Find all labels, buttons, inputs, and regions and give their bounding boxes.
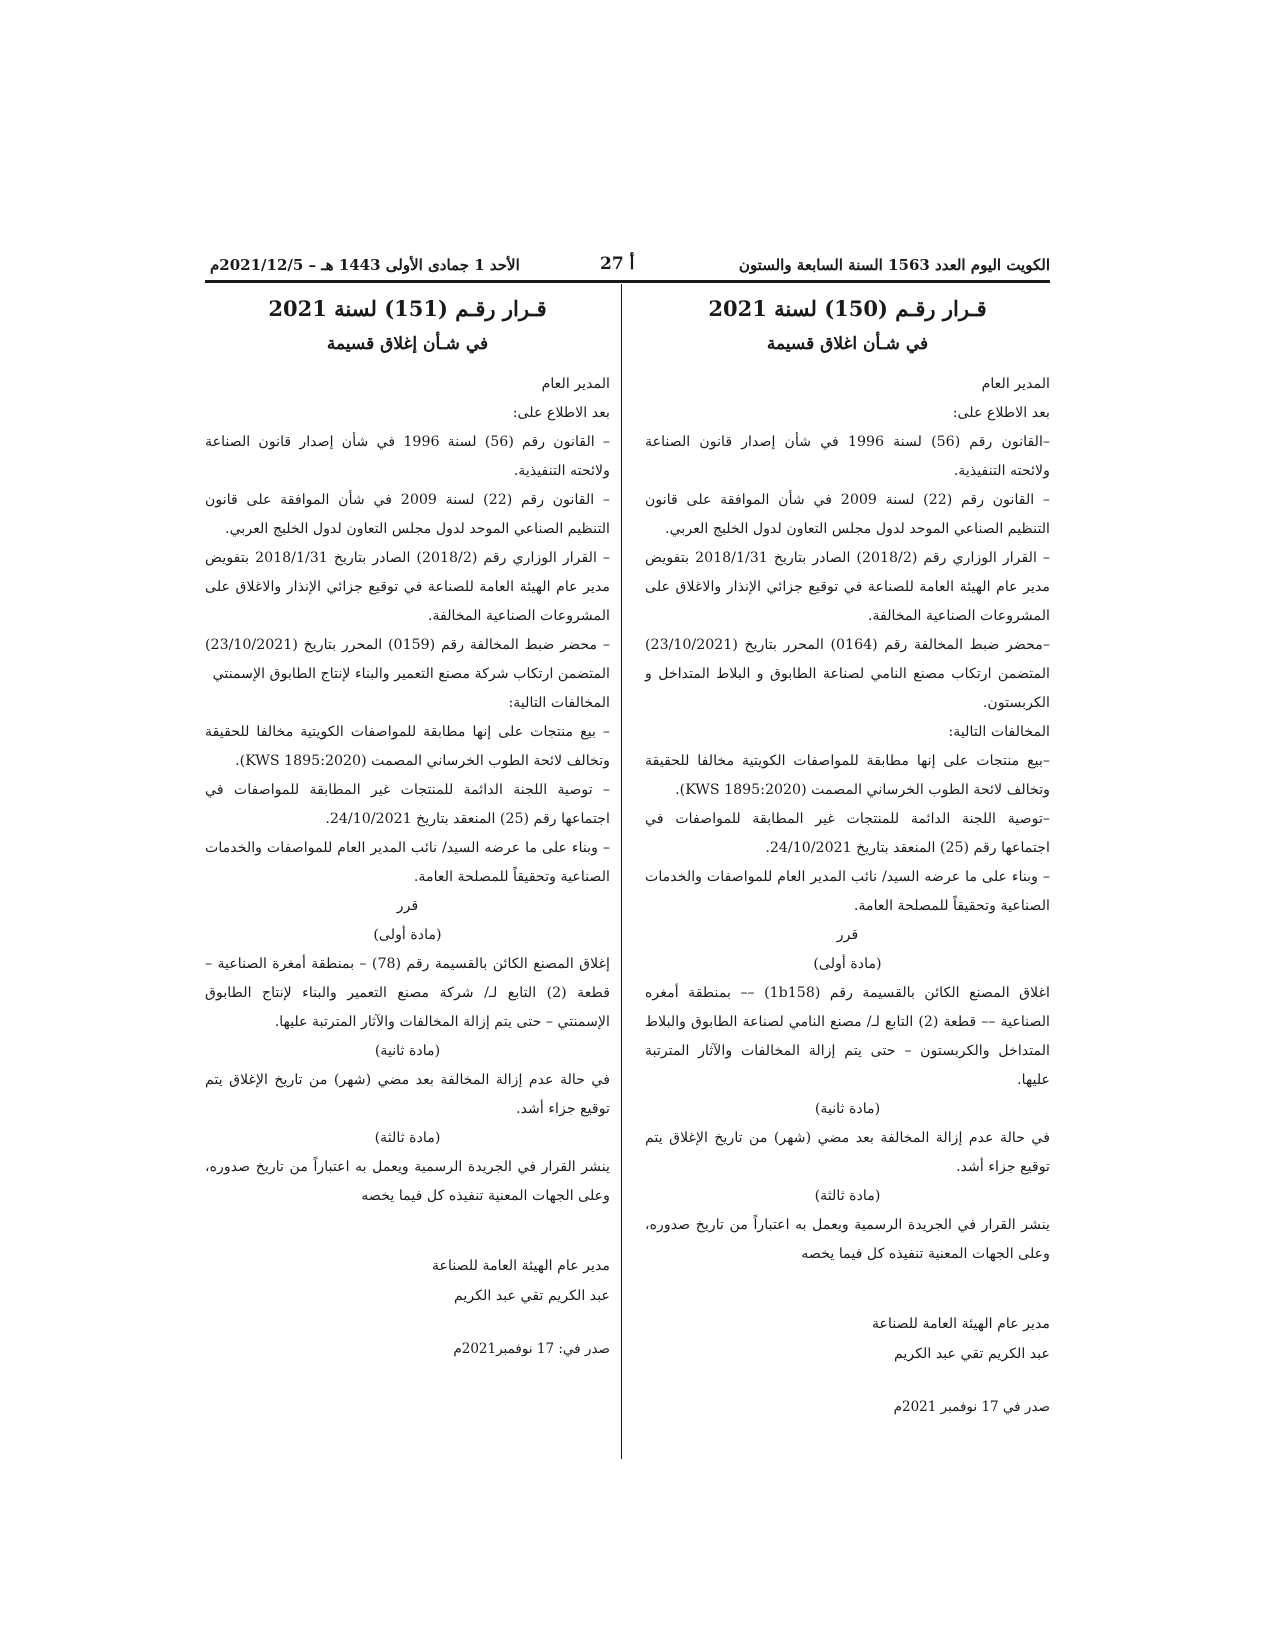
decision-150-column [645,290,1050,1415]
decision-151-article-2-title: (مادة ثانية) [374,1043,441,1059]
decision-151-column [205,290,610,1357]
decision-151-violation-sale: – بيع منتجات على إنها مطابقة للمواصفات الكويتية مخالفا للحقيقة وتخالف لائحة الطوب الخرساني المصمت (KWS 1895:2020). [205,724,610,769]
page-number: أ 27 [600,254,635,274]
decision-150-article-1: اغلاق المصنع الكائن بالقسيمة رقم (1b158) –– بمنطقة أمغره الصناعية –– قطعة (2) التابع لـ/ مصنع النامي لصناعة الطابوق والبلاط المتداخل والكربستون – حتى يتم إزالة المخالفات والآثار المترتبة عليها. [645,985,1050,1088]
decision-151-issued-date: صدر في: 17 نوفمبر2021م [453,1341,610,1357]
decision-150-issued-date: صدر في 17 نوفمبر 2021م [893,1399,1050,1415]
decision-150-article-3: ينشر القرار في الجريدة الرسمية ويعمل به اعتباراً من تاريخ صدوره، وعلى الجهات المعنية تنفيذه كل فيما يخصه [645,1217,1050,1262]
decision-150-article-1-title: (مادة أولى) [813,956,882,972]
decision-151-article-2: في حالة عدم إزالة المخالفة بعد مضي (شهر) من تاريخ الإغلاق يتم توقيع جزاء أشد. [205,1072,610,1117]
decision-151-clause-committee: – توصية اللجنة الدائمة للمنتجات غير المطابقة للمواصفات في اجتماعها رقم (25) المنعقد بتاريخ 24/10/2021. [205,782,610,827]
page-header [205,250,1050,283]
decision-150-title: قـرار رقـم (150) لسنة 2021 [708,296,987,321]
decision-151-article-1: إغلاق المصنع الكائن بالقسيمة رقم (78) – بمنطقة أمغرة الصناعية – قطعة (2) التابع لـ/ شركة مصنع التعمير والبناء لإنتاج الطابوق الإسمنتي – حتى يتم إزالة المخالفات والآثار المترتبة عليها. [205,956,610,1030]
decision-150-preamble: بعد الاطلاع على: [952,405,1050,421]
decision-150-clause-committee: –توصية اللجنة الدائمة للمنتجات غير المطابقة للمواصفات في اجتماعها رقم (25) المنعقد بتاريخ 24/10/2021. [645,811,1050,856]
decision-150-article-2-title: (مادة ثانية) [814,1101,881,1117]
decision-150-article-3-title: (مادة ثالثة) [814,1188,881,1204]
decision-150-subtitle: في شـأن اغلاق قسيمة [766,334,929,354]
decision-151-director: المدير العام [541,376,610,392]
gazette-issue-label: الكويت اليوم العدد 1563 السنة السابعة والستون [738,256,1050,274]
decision-150-clause-deputy: – وبناء على ما عرضه السيد/ نائب المدير العام للمواصفات والخدمات الصناعية وتحقيقاً للمصلحة العامة. [645,869,1050,914]
decision-151-decided: قرر [396,898,419,914]
decision-151-title: قـرار رقـم (151) لسنة 2021 [268,296,547,321]
decision-150-clause-law-56: –القانون رقم (56) لسنة 1996 في شأن إصدار قانون الصناعة ولائحته التنفيذية. [645,434,1051,479]
decision-151-clause-deputy: – وبناء على ما عرضه السيد/ نائب المدير العام للمواصفات والخدمات الصناعية وتحقيقاً للمصلحة العامة. [205,840,610,885]
decision-151-clause-law-22: – القانون رقم (22) لسنة 2009 في شأن الموافقة على قانون التنظيم الصناعي الموحد لدول مجلس التعاون لدول الخليج العربي. [205,492,611,537]
decision-150-signatory-title: مدير عام الهيئة العامة للصناعة [871,1316,1050,1332]
decision-151-article-3: ينشر القرار في الجريدة الرسمية ويعمل به اعتباراً من تاريخ صدوره، وعلى الجهات المعنية تنفيذه كل فيما يخصه [205,1159,610,1204]
decision-151-article-1-title: (مادة أولى) [373,927,442,943]
decision-151-article-3-title: (مادة ثالثة) [374,1130,441,1146]
gazette-page [205,250,1051,1415]
decision-150-director: المدير العام [981,376,1050,392]
decision-150-decided: قرر [836,927,859,943]
decision-151-clause-ministerial: – القرار الوزاري رقم (2018/2) الصادر بتاريخ 2018/1/31 بتفويض مدير عام الهيئة العامة للصناعة في توقيع جزائي الإنذار والاغلاق على المشروعات الصناعية المخالفة. [205,550,611,624]
decision-150-article-2: في حالة عدم إزالة المخالفة بعد مضي (شهر) من تاريخ الإغلاق يتم توقيع جزاء أشد. [645,1130,1050,1175]
decision-151-signatory-title: مدير عام الهيئة العامة للصناعة [431,1258,610,1274]
column-divider [621,284,622,1459]
decision-151-preamble: بعد الاطلاع على: [512,405,610,421]
decision-150-clause-law-22: – القانون رقم (22) لسنة 2009 في شأن الموافقة على قانون التنظيم الصناعي الموحد لدول مجلس التعاون لدول الخليج العربي. [645,492,1051,537]
issue-date: الأحد 1 جمادى الأولى 1443 هـ – 2021/12/5م [210,256,520,274]
decision-150-signatory-name: عبد الكريم تقي عبد الكريم [893,1346,1050,1362]
decision-150-violation-sale: –بيع منتجات على إنها مطابقة للمواصفات الكويتية مخالفا للحقيقة وتخالف لائحة الطوب الخرساني المصمت (KWS 1895:2020). [645,753,1050,798]
decision-151-subtitle: في شـأن إغلاق قسيمة [326,334,489,354]
decision-151-clause-report: – محضر ضبط المخالفة رقم (0159) المحرر بتاريخ (23/10/2021) المتضمن ارتكاب شركة مصنع التعمير والبناء لإنتاج الطابوق الإسمنتي [205,637,610,682]
decision-151-signatory-name: عبد الكريم تقي عبد الكريم [453,1288,610,1304]
decision-150-violations-heading: المخالفات التالية: [948,724,1050,740]
decision-150-clause-report: –محضر ضبط المخالفة رقم (0164) المحرر بتاريخ (23/10/2021) المتضمن ارتكاب مصنع النامي لصناعة الطابوق و البلاط المتداخل و الكربستون. [645,637,1050,711]
decision-151-violations-heading: المخالفات التالية: [508,695,610,711]
decision-150-clause-ministerial: – القرار الوزاري رقم (2018/2) الصادر بتاريخ 2018/1/31 بتفويض مدير عام الهيئة العامة للصناعة في توقيع جزائي الإنذار والاغلاق على المشروعات الصناعية المخالفة. [645,550,1051,624]
decision-151-clause-law-56: – القانون رقم (56) لسنة 1996 في شأن إصدار قانون الصناعة ولائحته التنفيذية. [205,434,610,479]
